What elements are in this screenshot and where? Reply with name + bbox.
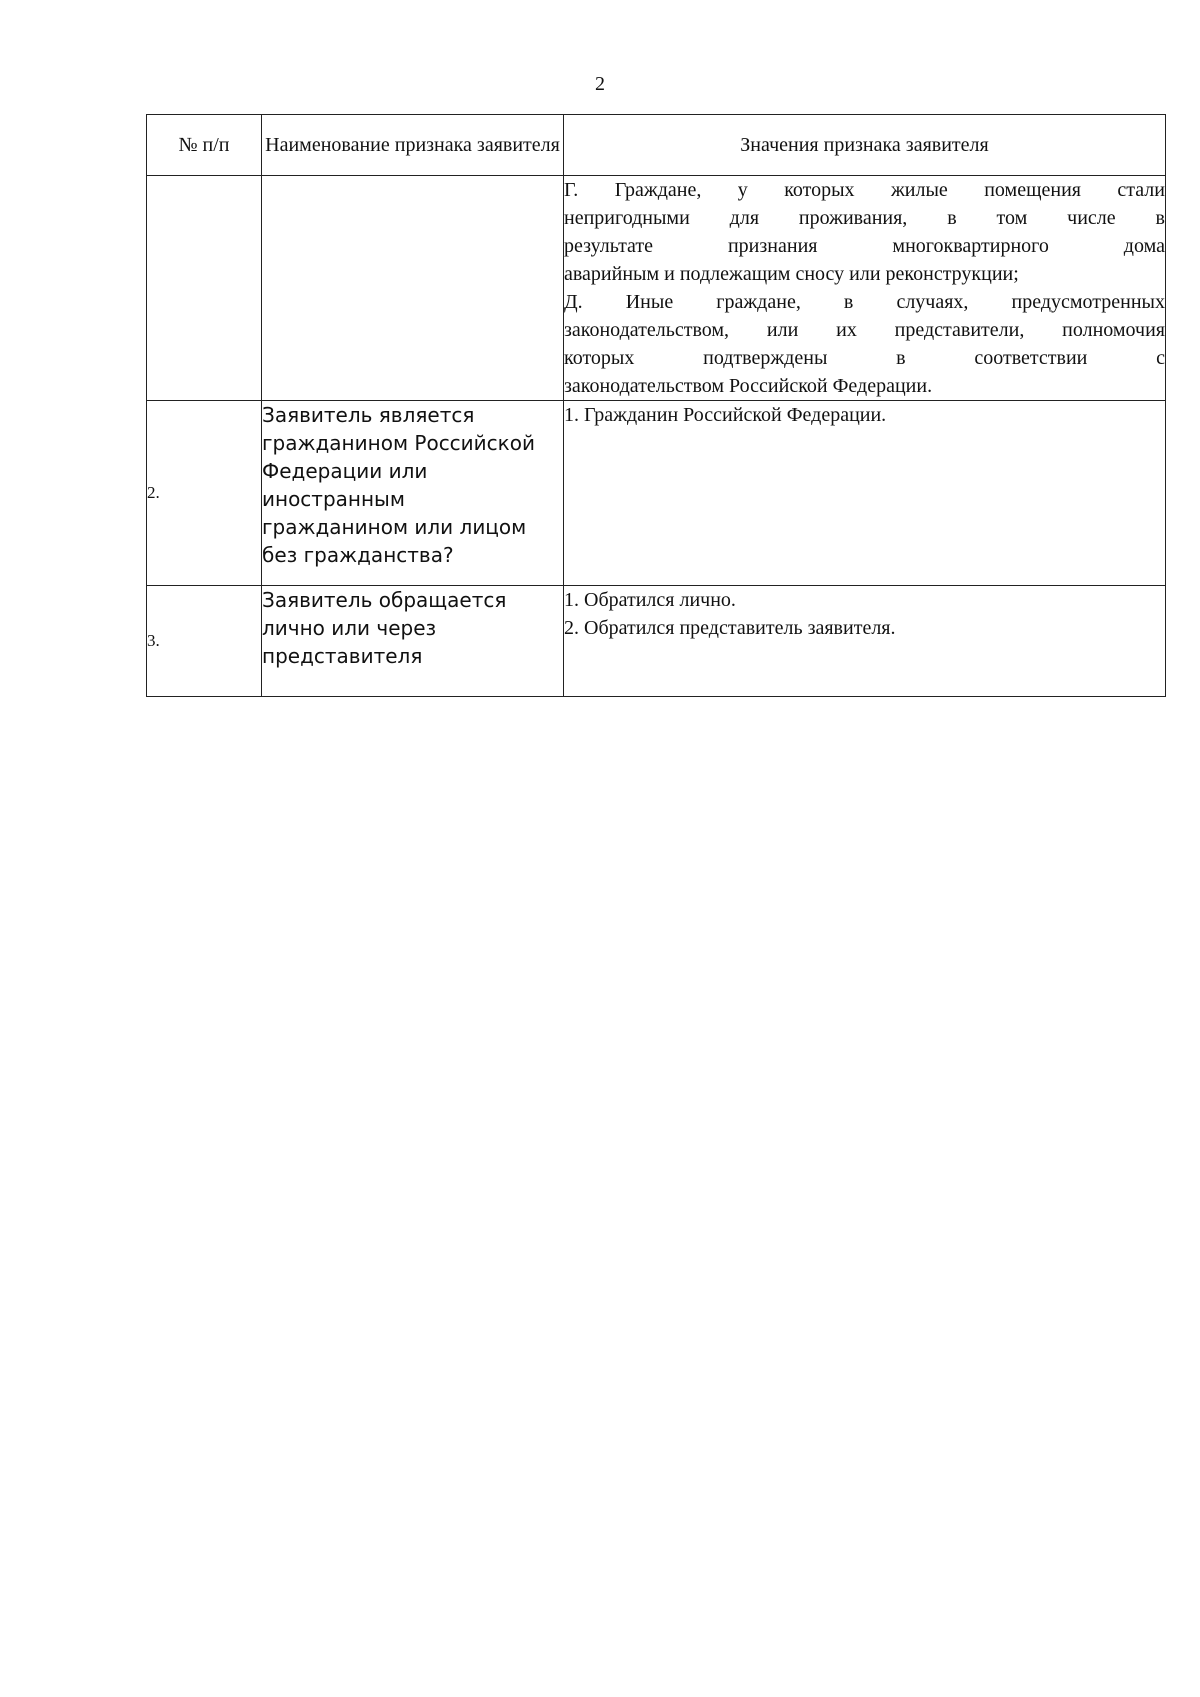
name-line: представителя: [262, 644, 423, 668]
value-line: законодательством, или их представители, полномочия: [564, 319, 1165, 341]
row-number: 2.: [147, 401, 262, 586]
criterion-name: [262, 401, 564, 586]
value-line: непригодными для проживания, в том числе в: [564, 207, 1165, 229]
table-row: [147, 401, 1166, 586]
value-line: Г. Граждане, у которых жилые помещения стали: [564, 179, 1165, 201]
value-line: аварийным и подлежащим сносу или реконструкции;: [564, 263, 1019, 285]
name-line: без гражданства?: [262, 543, 454, 567]
name-line: гражданином Российской: [262, 431, 535, 455]
row-number: [147, 176, 262, 401]
page-number: 2: [595, 73, 605, 95]
name-line: иностранным: [262, 487, 405, 511]
name-line: Заявитель обращается: [262, 588, 507, 612]
row-number: 3.: [147, 586, 262, 697]
header-criterion-name: Наименование признака заявителя: [262, 115, 564, 176]
value-line: 1. Гражданин Российской Федерации.: [564, 404, 887, 426]
name-line: Заявитель является: [262, 403, 475, 427]
table-row: [147, 176, 1166, 401]
name-line: Федерации или: [262, 459, 428, 483]
criterion-values: [564, 176, 1166, 401]
name-line: лично или через: [262, 616, 437, 640]
name-line: гражданином или лицом: [262, 515, 527, 539]
value-line: 1. Обратился лично.: [564, 589, 736, 611]
criterion-values: [564, 586, 1166, 697]
header-criterion-values: Значения признака заявителя: [564, 115, 1166, 176]
header-number: № п/п: [147, 115, 262, 176]
table-header-row: [147, 115, 1166, 176]
criterion-name: [262, 586, 564, 697]
value-line: законодательством Российской Федерации.: [564, 375, 933, 397]
value-line: 2. Обратился представитель заявителя.: [564, 617, 896, 639]
applicant-criteria-table: [146, 114, 1166, 697]
criterion-values: [564, 401, 1166, 586]
value-line: Д. Иные граждане, в случаях, предусмотренных: [564, 291, 1165, 313]
criterion-name: [262, 176, 564, 401]
table-row: [147, 586, 1166, 697]
value-line: которых подтверждены в соответствии с: [564, 347, 1165, 369]
value-line: результате признания многоквартирного дома: [564, 235, 1165, 257]
